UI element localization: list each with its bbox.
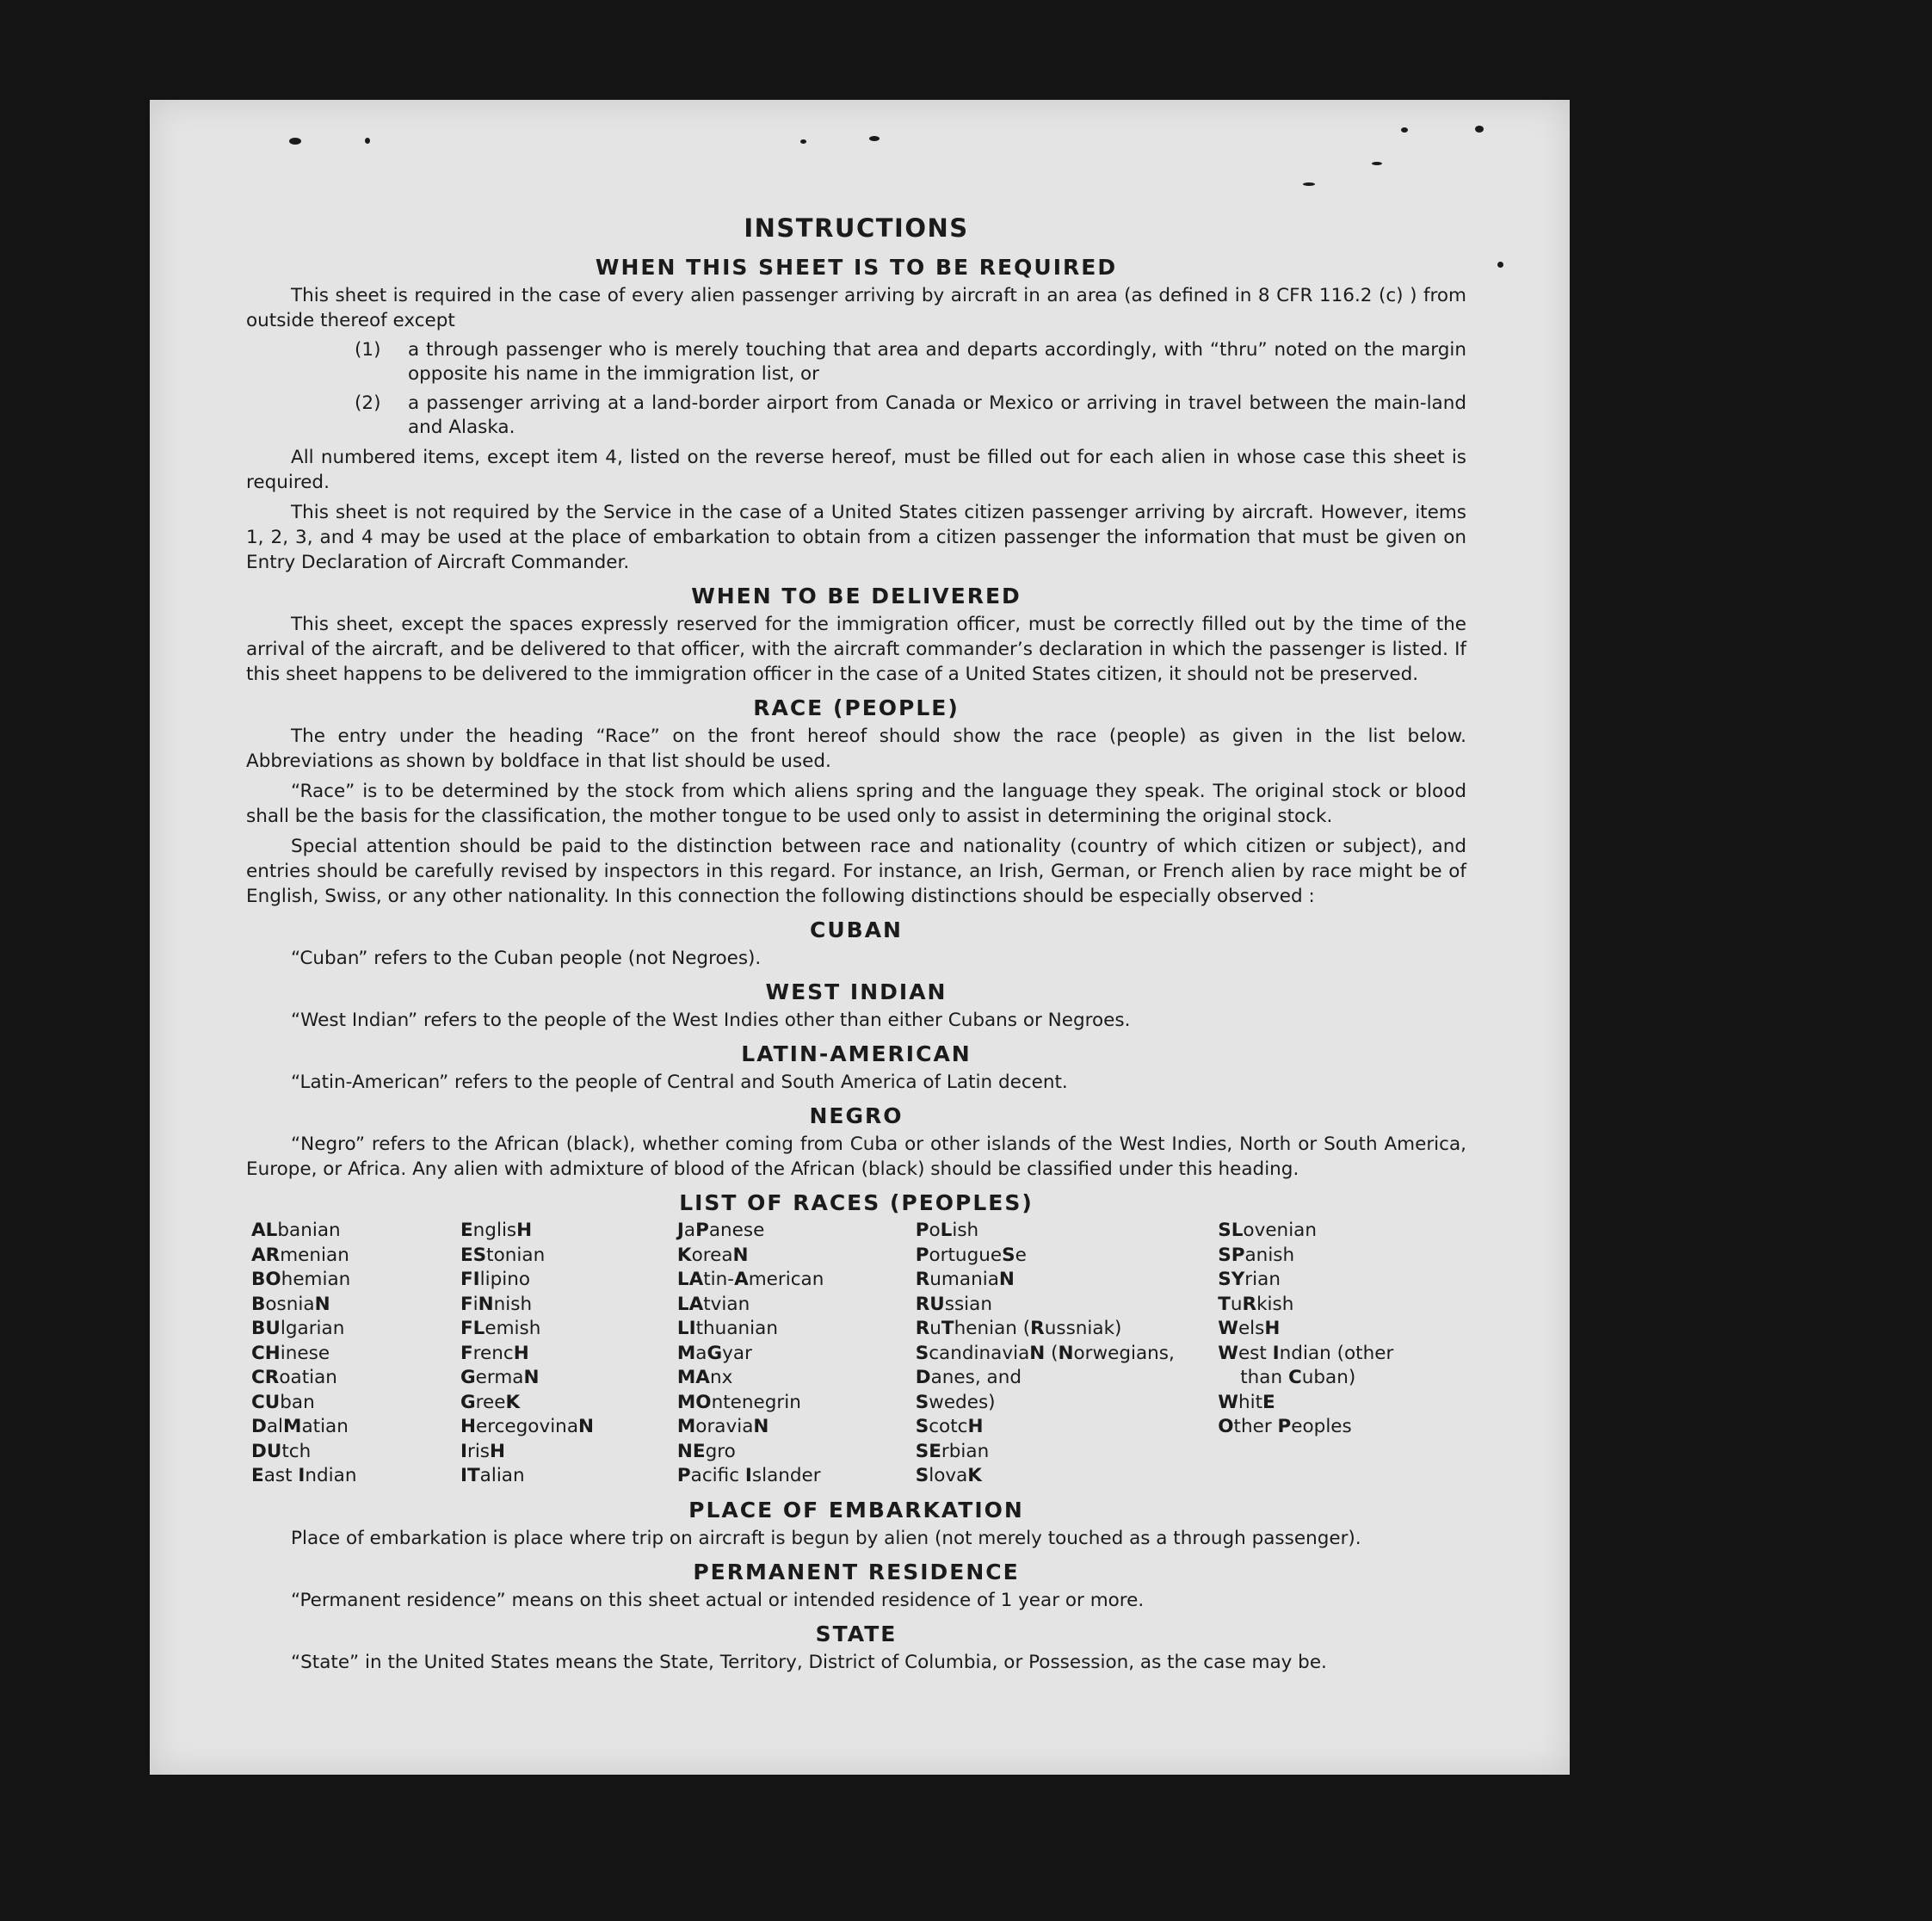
race-column	[251, 1219, 460, 1489]
race-column	[677, 1219, 916, 1489]
race-list-item: than Cuban)	[1240, 1367, 1356, 1388]
race-column	[1218, 1219, 1466, 1489]
heading-when-required: WHEN THIS SHEET IS TO BE REQUIRED	[595, 255, 1118, 280]
scan-speck	[1497, 262, 1503, 268]
race-list-item: FiNnish	[460, 1293, 533, 1315]
race-list	[251, 1219, 1466, 1489]
race-list-item: MAnx	[676, 1367, 733, 1388]
race-list-item: MoraviaN	[676, 1416, 769, 1437]
paragraph-required: This sheet is required in the case of every alien passenger arriving by aircraft in an area (as defined in 8 CFR 116.2 (c) ) from outside thereof except	[246, 285, 1466, 331]
race-list-item: SPanish	[1218, 1244, 1295, 1266]
race-list-item: CHinese	[251, 1342, 330, 1364]
race-list-item: NEgro	[676, 1440, 736, 1462]
race-list-item: ScotcH	[915, 1416, 984, 1437]
heading-list-of-races: LIST OF RACES (PEOPLES)	[679, 1190, 1034, 1215]
race-list-item: JaPanese	[676, 1220, 765, 1241]
race-list-item: IrisH	[460, 1440, 505, 1462]
paragraph-numbered-items: All numbered items, except item 4, listed on the reverse hereof, must be filled out for each alien in whose case this sheet is required.	[246, 447, 1466, 493]
heading-cuban: CUBAN	[810, 917, 903, 942]
race-list-item: SYrian	[1218, 1269, 1281, 1290]
race-list-item: BOhemian	[251, 1269, 351, 1290]
race-list-item: WhitE	[1218, 1391, 1275, 1413]
paragraph-west-indian: “West Indian” refers to the people of the West Indies other than either Cubans or Negroes.	[291, 1010, 1131, 1031]
exception-number: (1)	[355, 339, 381, 361]
race-list-item: West Indian (other	[1218, 1342, 1394, 1364]
race-list-item: KoreaN	[676, 1244, 749, 1266]
heading-negro: NEGRO	[809, 1103, 904, 1128]
race-list-item: HercegovinaN	[460, 1416, 594, 1437]
exception-text: a through passenger who is merely touching that area and departs accordingly, with “thru” noted on the margin opposite his name in the immigration list, or	[408, 339, 1466, 385]
paragraph-citizen: This sheet is not required by the Service in the case of a United States citizen passenger arriving by aircraft. However, items 1, 2, 3, and 4 may be used at the place of embarkation to obtain from a citizen passenger the information that must be given on Entry Declaration of Aircraft Commander.	[246, 502, 1466, 573]
heading-when-delivered: WHEN TO BE DELIVERED	[691, 584, 1022, 608]
race-list-item: CUban	[251, 1391, 315, 1413]
paragraph-negro: “Negro” refers to the African (black), whether coming from Cuba or other islands of the West Indies, North or South America, Europe, or Africa. Any alien with admixture of blood of the African (black) should be classified under this heading.	[246, 1133, 1466, 1180]
document-page	[150, 100, 1570, 1775]
race-list-item: SlovaK	[915, 1465, 982, 1486]
paragraph-race-stock: “Race” is to be determined by the stock from which aliens spring and the language they speak. The original stock or blood shall be the basis for the classification, the mother tongue to be used only to assist in determining the original stock.	[246, 781, 1466, 827]
race-list-item: RUssian	[915, 1293, 992, 1315]
instructions-content	[246, 213, 1466, 1680]
race-list-item: TuRkish	[1218, 1293, 1294, 1315]
race-list-item: SLovenian	[1218, 1220, 1317, 1241]
race-list-item: Swedes)	[915, 1391, 996, 1413]
race-list-item: ARmenian	[251, 1244, 349, 1266]
race-list-item: EnglisH	[460, 1220, 533, 1241]
heading-permanent-residence: PERMANENT RESIDENCE	[693, 1559, 1020, 1584]
page-title: INSTRUCTIONS	[744, 213, 969, 243]
race-list-item: MaGyar	[676, 1342, 752, 1364]
race-list-item: ScandinaviaN (Norwegians,	[915, 1342, 1175, 1364]
race-list-item: RumaniaN	[915, 1269, 1015, 1290]
race-list-item: DUtch	[251, 1440, 312, 1462]
paragraph-race-nationality: Special attention should be paid to the distinction between race and nationality (country of which citizen or subject), and entries should be carefully revised by inspectors in this regard. For instance, an Irish, German, or French alien by race might be of English, Swiss, or any other nationality. In this connection the following distinctions should be especially observed :	[246, 836, 1466, 907]
race-list-item: LAtin-American	[676, 1269, 824, 1290]
scan-speck	[1475, 126, 1484, 133]
race-list-item: BosniaN	[251, 1293, 330, 1315]
exception-number: (2)	[355, 392, 381, 414]
paragraph-state: “State” in the United States means the State, Territory, District of Columbia, or Possession, as the case may be.	[291, 1651, 1327, 1673]
race-list-item: DalMatian	[251, 1416, 349, 1437]
race-column	[460, 1219, 677, 1489]
race-list-item: CRoatian	[251, 1367, 337, 1388]
paragraph-embarkation: Place of embarkation is place where trip on aircraft is begun by alien (not merely touched as a through passenger).	[291, 1527, 1361, 1549]
race-list-item: Pacifc Islander	[676, 1465, 821, 1486]
scan-speck	[800, 139, 806, 144]
race-list-item: EStonian	[460, 1244, 546, 1266]
race-list-item: ITalian	[460, 1465, 525, 1486]
race-list-item: BUlgarian	[251, 1318, 345, 1339]
exception-item	[355, 392, 1466, 440]
paragraph-race-entry: The entry under the heading “Race” on the front hereof should show the race (people) as given in the list below. Abbreviations as shown by boldface in that list should be used.	[246, 726, 1466, 772]
race-list-item: SErbian	[915, 1440, 990, 1462]
scan-speck	[869, 136, 880, 141]
race-list-item: LIthuanian	[676, 1318, 778, 1339]
exception-item	[355, 338, 1466, 386]
race-list-item: Danes, and	[915, 1367, 1022, 1388]
paragraph-latin-american: “Latin-American” refers to the people of Central and South America of Latin decent.	[291, 1072, 1068, 1093]
race-list-item: WelsH	[1218, 1318, 1281, 1339]
race-list-item: East Indian	[251, 1465, 357, 1486]
scan-speck	[1303, 182, 1315, 186]
heading-west-indian: WEST INDIAN	[765, 979, 947, 1004]
race-list-item: Other Peoples	[1218, 1416, 1352, 1437]
exception-text: a passenger arriving at a land-border airport from Canada or Mexico or arriving in travel between the main-land and Alaska.	[408, 392, 1466, 438]
heading-state: STATE	[815, 1621, 898, 1646]
race-list-item: RuThenian (Russniak)	[915, 1318, 1122, 1339]
scan-speck	[1372, 162, 1382, 165]
race-list-item: FIlipino	[460, 1269, 531, 1290]
race-list-item: PortugueSe	[915, 1244, 1027, 1266]
heading-race: RACE (PEOPLE)	[753, 695, 960, 720]
heading-latin-american: LATIN-AMERICAN	[741, 1041, 972, 1066]
race-list-item: GreeK	[460, 1391, 521, 1413]
race-list-item: GermaN	[460, 1367, 540, 1388]
race-list-item: ALbanian	[251, 1220, 341, 1241]
scan-speck	[289, 138, 301, 145]
scan-speck	[365, 138, 370, 144]
heading-place-of-embarkation: PLACE OF EMBARKATION	[688, 1497, 1024, 1523]
race-list-item: LAtvian	[676, 1293, 750, 1315]
race-list-item: FrencH	[460, 1342, 529, 1364]
race-list-item: MOntenegrin	[676, 1391, 801, 1413]
paragraph-delivered: This sheet, except the spaces expressly reserved for the immigration officer, must be correctly filled out by the time of the arrival of the aircraft, and be delivered to that officer, with the aircraft commander’s declaration in which the passenger is listed. If this sheet happens to be delivered to the immigration officer in the case of a United States citizen, it should not be preserved.	[246, 614, 1466, 685]
paragraph-residence: “Permanent residence” means on this sheet actual or intended residence of 1 year or more.	[291, 1589, 1145, 1611]
scan-speck	[1401, 127, 1408, 133]
race-list-item: PoLish	[915, 1220, 979, 1241]
paragraph-cuban: “Cuban” refers to the Cuban people (not Negroes).	[291, 948, 762, 969]
race-list-item: FLemish	[460, 1318, 541, 1339]
race-column	[916, 1219, 1219, 1489]
